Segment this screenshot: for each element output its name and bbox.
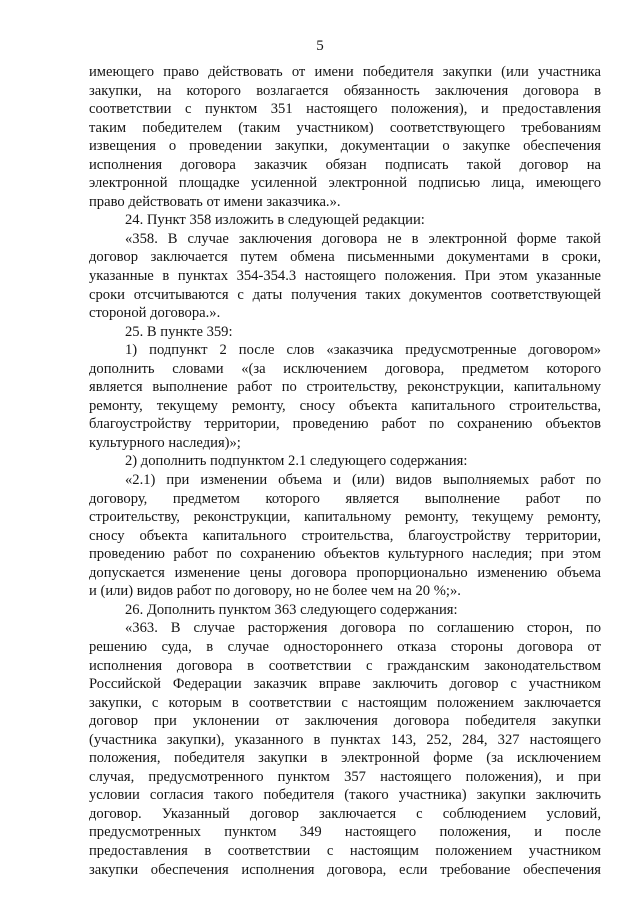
text-line: строительству, реконструкции, капитальному ремонту, текущему ремонту, bbox=[89, 509, 601, 526]
text-line: договор при уклонении от заключения договора победителя закупки bbox=[89, 713, 601, 730]
text-line: проведению работ по сохранению объектов культурного наследия; при этом bbox=[89, 546, 601, 563]
text-line: 1) подпункт 2 после слов «заказчика предусмотренные договором» bbox=[125, 342, 601, 359]
text-line: решению суда, в случае одностороннего отказа стороны договора от bbox=[89, 638, 601, 655]
text-line: Российской Федерации заказчик вправе заключить договор с участником bbox=[89, 676, 601, 693]
text-line: таким победителем (таким участником) соответствующего требованиям bbox=[89, 119, 601, 136]
text-line: «358. В случае заключения договора не в электронной форме такой bbox=[125, 230, 601, 247]
text-line: дополнить словами «(за исключением договора, предметом которого bbox=[89, 360, 601, 377]
text-line: (участника закупки), указанного в пунктах 143, 252, 284, 327 настоящего bbox=[89, 731, 601, 748]
text-line: 26. Дополнить пунктом 363 следующего содержания: bbox=[125, 601, 458, 618]
text-line: предусмотренных пунктом 349 настоящего положения, и после bbox=[89, 824, 601, 841]
text-line: культурного наследия)»; bbox=[89, 434, 241, 451]
text-line: электронной площадке усиленной электронной подписью лица, имеющего bbox=[89, 175, 601, 192]
text-line: 2) дополнить подпунктом 2.1 следующего содержания: bbox=[125, 453, 468, 470]
page-number: 5 bbox=[316, 38, 324, 54]
text-line: договору, предметом которого является выполнение работ по bbox=[89, 490, 601, 507]
text-line: исполнения договора заказчик обязан подписать такой договор на bbox=[89, 156, 601, 173]
text-line: исполнения договора в соответствии с гражданским законодательством bbox=[89, 657, 601, 674]
text-line: положения, победителя закупки в электронной форме (за исключением bbox=[89, 750, 601, 767]
text-line: ремонту, текущему ремонту, сносу объекта капитального строительства, bbox=[89, 397, 601, 414]
text-line: сносу объекта капитального строительства, благоустройству территории, bbox=[89, 527, 601, 544]
text-line: 25. В пункте 359: bbox=[125, 323, 233, 340]
text-line: закупки, с которым в соответствии с настоящим положением заключается bbox=[89, 694, 601, 711]
text-line: «2.1) при изменении объема и (или) видов выполняемых работ по bbox=[125, 472, 601, 489]
text-line: извещения о проведении закупки, документации о закупке обеспечения bbox=[89, 138, 601, 155]
text-line: 24. Пункт 358 изложить в следующей редакции: bbox=[125, 212, 425, 229]
text-line: указанные в пунктах 354-354.3 настоящего положения. При этом указанные bbox=[89, 268, 601, 285]
text-line: допускается изменение цены договора пропорционально изменению объема bbox=[89, 564, 601, 581]
text-line: стороной договора.». bbox=[89, 305, 221, 322]
text-line: случая, предусмотренного пунктом 357 настоящего положения), и при bbox=[89, 768, 601, 785]
text-line: соответствии с пунктом 351 настоящего положения), и предоставления bbox=[89, 101, 601, 118]
text-line: благоустройству территории, проведению работ по сохранению объектов bbox=[89, 416, 601, 433]
text-line: закупки, на которого возлагается обязанность заключения договора в bbox=[89, 82, 601, 99]
text-line: сроки отсчитываются с даты получения таких документов соответствующей bbox=[89, 286, 601, 303]
document-body bbox=[89, 63, 601, 879]
text-line: и (или) видов работ по договору, но не более чем на 20 %;». bbox=[89, 583, 461, 600]
text-line: договор заключается путем обмена письменными документами в сроки, bbox=[89, 249, 601, 266]
text-line: договор. Указанный договор заключается с соблюдением условий, bbox=[89, 805, 601, 822]
text-line: условии согласия такого победителя (такого участника) закупки заключить bbox=[89, 787, 601, 804]
text-line: закупки обеспечения исполнения договора, если требование обеспечения bbox=[89, 861, 601, 878]
text-line: является выполнение работ по строительству, реконструкции, капитальному bbox=[89, 379, 601, 396]
text-line: имеющего право действовать от имени победителя закупки (или участника bbox=[89, 64, 601, 80]
text-line: предоставления в соответствии с настоящим положением участником bbox=[89, 842, 601, 859]
text-line: право действовать от имени заказчика.». bbox=[89, 193, 341, 210]
text-line: «363. В случае расторжения договора по соглашению сторон, по bbox=[125, 620, 601, 637]
